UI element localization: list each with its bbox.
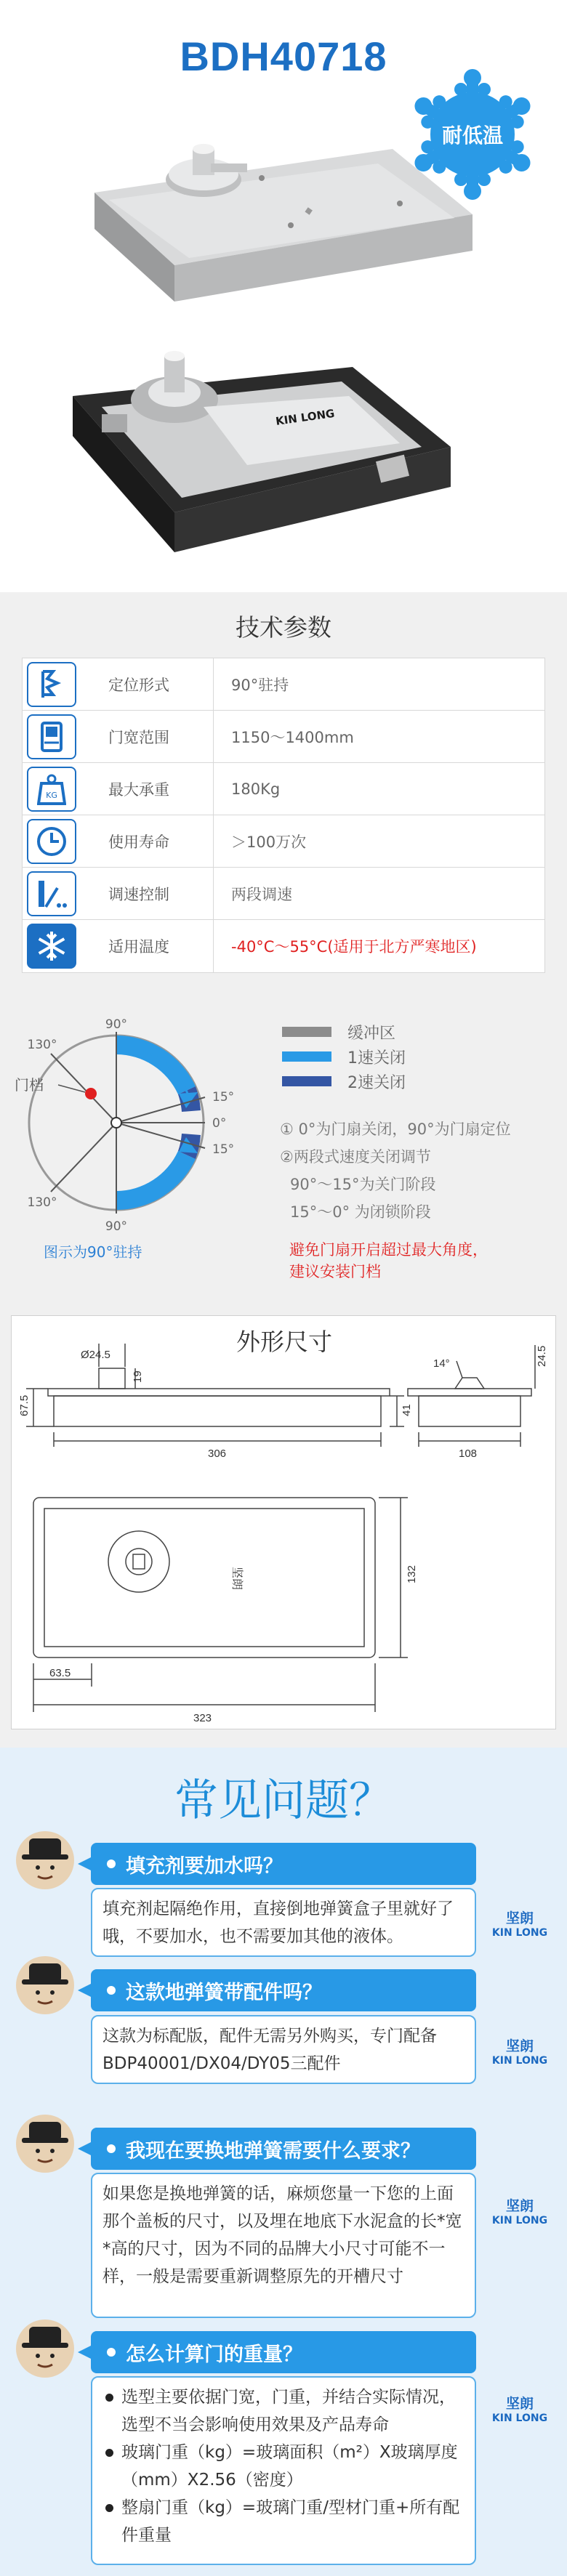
note-line: 15°～0° 为闭锁阶段 (290, 1203, 431, 1221)
avatar (15, 1955, 76, 2016)
product-hero (0, 0, 567, 592)
product-top-image (87, 134, 480, 323)
spec-row (23, 711, 544, 763)
svg-text:KG: KG (46, 790, 57, 800)
spec-value: 两段调速 (231, 885, 292, 903)
dim-label: Ø24.5 (81, 1349, 110, 1361)
legend-item: 1速关闭 (282, 1044, 406, 1069)
door-stop-dot (85, 1088, 97, 1099)
angle-label: 130° (27, 1195, 57, 1210)
legend-item: 2速关闭 (282, 1069, 406, 1094)
badge-label: 耐低温 (441, 124, 504, 148)
angle-label: 130° (27, 1038, 57, 1052)
spec-table (22, 658, 545, 973)
spec-value: -40°C～55°C(适用于北方严寒地区) (231, 938, 477, 956)
answer-bullet: 玻璃门重（kg）=玻璃面积（m²）X玻璃厚度（mm）X2.56（密度） (102, 2439, 465, 2494)
spec-label: 门宽范围 (87, 711, 214, 763)
question-dot (107, 2144, 116, 2153)
faq-question[interactable]: 填充剂要加水吗？ (91, 1843, 476, 1885)
dim-label: 323 (193, 1712, 212, 1724)
diagram-caption: 图示为90°驻持 (44, 1243, 142, 1261)
spec-row (23, 868, 544, 920)
door-stop-icon (27, 662, 76, 707)
answer-bullet: 选型主要依据门宽，门重，并结合实际情况，选型不当会影响使用效果及产品寿命 (102, 2383, 465, 2439)
diagram-warning: 避免门扇开启超过最大角度， 建议安装门档 (289, 1241, 488, 1280)
dim-plate-label: 坚朗 (230, 1567, 243, 1591)
spec-row (23, 920, 544, 972)
dimension-box (11, 1315, 556, 1729)
model-title: BDH40718 (180, 33, 387, 79)
dim-label: 132 (406, 1564, 418, 1583)
spec-row (23, 763, 544, 815)
question-dot (107, 1860, 116, 1868)
faq-title: 常见问题？ (174, 1776, 393, 1825)
faq-question[interactable]: 这款地弹簧带配件吗？ (91, 1969, 476, 2011)
dim-label: 41 (401, 1404, 413, 1416)
angle-label: 90° (105, 1017, 128, 1032)
answer-bullet: 整扇门重（kg）=玻璃门重/型材门重+所有配件重量 (102, 2494, 465, 2549)
faq-question[interactable]: 我现在要换地弹簧需要什么要求？ (91, 2128, 476, 2170)
dimension-drawing (12, 1316, 557, 1730)
spec-row (23, 658, 544, 711)
door-stop-label: 门档 (15, 1076, 44, 1094)
brand-logo: 坚朗 KIN LONG (491, 2396, 548, 2424)
brand-logo: 坚朗 KIN LONG (491, 1910, 548, 1939)
brand-logo: 坚朗 KIN LONG (491, 2038, 548, 2067)
spec-value: ＞100万次 (231, 833, 307, 851)
avatar (15, 2113, 76, 2174)
dimension-title: 外形尺寸 (236, 1328, 332, 1356)
spec-label: 使用寿命 (87, 815, 214, 868)
faq-answer (91, 2376, 476, 2565)
avatar (15, 2318, 76, 2379)
spec-label: 适用温度 (87, 920, 214, 972)
dim-label: 14° (433, 1357, 450, 1370)
question-dot (107, 2348, 116, 2357)
spec-value: 90°驻持 (231, 676, 289, 694)
angle-label: 90° (105, 1219, 128, 1234)
angle-diagram (15, 999, 276, 1246)
dim-label: 19 (132, 1370, 144, 1383)
spec-value: 1150～1400mm (231, 728, 354, 746)
legend-item: 缓冲区 (282, 1020, 406, 1044)
note-line: 90°～15°为关门阶段 (290, 1176, 436, 1193)
angle-label: 0° (212, 1116, 227, 1131)
dim-label: 63.5 (49, 1667, 71, 1679)
dim-label: 306 (208, 1448, 227, 1460)
angle-label: 15° (212, 1090, 235, 1105)
svg-text:◆: ◆ (303, 204, 314, 217)
spec-label: 最大承重 (87, 763, 214, 815)
speed-control-icon (27, 871, 76, 916)
faq-answer: 填充剂起隔绝作用，直接倒地弹簧盒子里就好了哦，不要加水，也不需要加其他的液体。 (91, 1888, 476, 1957)
spec-title: 技术参数 (236, 613, 331, 642)
faq-answer: 如果您是换地弹簧的话，麻烦您量一下您的上面那个盖板的尺寸，以及埋在地底下水泥盒的长*宽*高的尺寸，因为不同的品牌大小尺寸可能不一样，一般是需要重新调整原先的开槽尺寸 (91, 2173, 476, 2318)
note-line: ① 0°为门扇关闭，90°为门扇定位 (280, 1121, 511, 1138)
spec-label: 定位形式 (87, 658, 214, 711)
diagram-legend (282, 1020, 406, 1094)
spec-value: 180Kg (231, 780, 281, 798)
door-width-icon (27, 714, 76, 759)
faq-question[interactable]: 怎么计算门的重量？ (91, 2331, 476, 2373)
avatar (15, 1830, 76, 1891)
diagram-notes (280, 1115, 511, 1226)
spec-label: 调速控制 (87, 868, 214, 920)
dim-label: 67.5 (18, 1394, 31, 1416)
brand-logo: 坚朗 KIN LONG (491, 2198, 548, 2226)
angle-label: 15° (212, 1142, 235, 1157)
product-brand-label: KIN LONG (275, 406, 336, 428)
weight-icon (27, 767, 76, 812)
question-dot (107, 1986, 116, 1995)
product-open-image (58, 327, 465, 574)
faq-answer: 这款为标配版，配件无需另外购买，专门配备BDP40001/DX04/DY05三配件 (91, 2015, 476, 2084)
snowflake-icon (27, 924, 76, 969)
dim-label: 24.5 (536, 1345, 548, 1367)
note-line: ②两段式速度关闭调节 (280, 1148, 431, 1166)
clock-icon (27, 819, 76, 864)
dim-label: 108 (459, 1448, 478, 1460)
spec-row (23, 815, 544, 868)
